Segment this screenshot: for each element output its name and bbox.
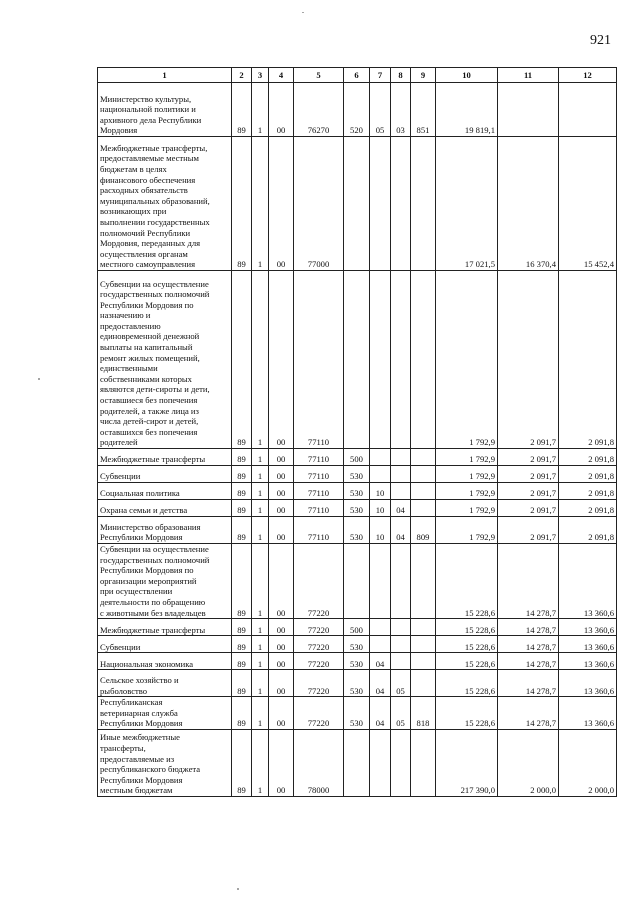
amount-col10-cell: 15 228,6 [436,653,498,670]
table-row [98,636,617,653]
col7-cell [370,729,391,796]
col5-cell: 77220 [294,544,344,619]
col4-cell: 00 [269,729,294,796]
col7-cell [370,619,391,636]
row-name-cell: Республиканская ветеринарная служба Республики Мордовия [98,697,232,730]
col9-cell [411,670,436,697]
col3-cell: 1 [252,483,269,500]
scan-speck [302,12,304,13]
col4-cell: 00 [269,483,294,500]
table-row [98,83,617,137]
amount-col11-cell: 2 091,7 [498,517,559,544]
col6-cell: 530 [344,500,370,517]
col6-cell: 530 [344,636,370,653]
col6-cell [344,544,370,619]
col7-cell [370,449,391,466]
col8-cell [391,449,411,466]
amount-col12-cell: 13 360,6 [559,544,617,619]
col7-cell: 10 [370,500,391,517]
row-name-cell: Министерство образования Республики Мордовия [98,517,232,544]
col7-cell [370,137,391,271]
col2-cell: 89 [232,137,252,271]
col6-cell: 530 [344,697,370,730]
table-body [98,83,617,797]
col2-cell: 89 [232,483,252,500]
col4-cell: 00 [269,271,294,449]
col8-cell [391,729,411,796]
table-row [98,544,617,619]
col7-cell [370,271,391,449]
col6-cell: 530 [344,517,370,544]
col2-cell: 89 [232,466,252,483]
header-row [98,68,617,83]
row-name-cell: Иные межбюджетные трансферты, предоставляемые из республиканского бюджета Республики Мордовия местным бюджетам [98,729,232,796]
column-header-12: 12 [559,68,617,83]
col4-cell: 00 [269,137,294,271]
table-row [98,449,617,466]
amount-col10-cell: 217 390,0 [436,729,498,796]
col9-cell: 809 [411,517,436,544]
col5-cell: 77110 [294,449,344,466]
col8-cell [391,653,411,670]
col5-cell: 77110 [294,517,344,544]
row-name-cell: Межбюджетные трансферты [98,619,232,636]
col4-cell: 00 [269,466,294,483]
table-row [98,619,617,636]
col7-cell [370,544,391,619]
col6-cell [344,729,370,796]
amount-col12-cell: 13 360,6 [559,670,617,697]
col9-cell [411,653,436,670]
col2-cell: 89 [232,653,252,670]
column-header-10: 10 [436,68,498,83]
col2-cell: 89 [232,449,252,466]
amount-col10-cell: 1 792,9 [436,517,498,544]
col2-cell: 89 [232,697,252,730]
col5-cell: 78000 [294,729,344,796]
col3-cell: 1 [252,544,269,619]
col5-cell: 77110 [294,483,344,500]
amount-col10-cell: 15 228,6 [436,619,498,636]
col3-cell: 1 [252,83,269,137]
col3-cell: 1 [252,449,269,466]
col4-cell: 00 [269,544,294,619]
amount-col11-cell: 14 278,7 [498,653,559,670]
col4-cell: 00 [269,83,294,137]
table-row [98,697,617,730]
column-header-2: 2 [232,68,252,83]
amount-col11-cell: 14 278,7 [498,697,559,730]
page-number: 921 [590,33,611,48]
col7-cell: 05 [370,83,391,137]
table-row [98,483,617,500]
col6-cell: 530 [344,466,370,483]
column-header-6: 6 [344,68,370,83]
row-name-cell: Сельское хозяйство и рыболовство [98,670,232,697]
col3-cell: 1 [252,729,269,796]
amount-col11-cell: 2 091,7 [498,271,559,449]
col2-cell: 89 [232,271,252,449]
col8-cell: 03 [391,83,411,137]
col8-cell [391,619,411,636]
column-header-8: 8 [391,68,411,83]
col9-cell [411,729,436,796]
col9-cell [411,636,436,653]
col8-cell: 04 [391,500,411,517]
col7-cell: 10 [370,517,391,544]
col5-cell: 77220 [294,697,344,730]
row-name-cell: Субвенции на осуществление государственных полномочий Республики Мордовия по назначению и предоставлению единовременной денежной выплаты на капитальный ремонт жилых помещений, единственными собственниками которых являются дети-сироты и дети, оставшиеся без попечения родителей, а также лица из числа детей-сирот и детей, оставшихся без попечения родителей [98,271,232,449]
amount-col10-cell: 15 228,6 [436,670,498,697]
scan-speck [237,888,239,890]
col6-cell [344,271,370,449]
col7-cell [370,636,391,653]
col9-cell [411,544,436,619]
scan-speck [38,378,40,380]
amount-col12-cell: 2 091,8 [559,500,617,517]
amount-col11-cell: 16 370,4 [498,137,559,271]
col5-cell: 77110 [294,271,344,449]
col9-cell: 851 [411,83,436,137]
amount-col11-cell: 14 278,7 [498,636,559,653]
col8-cell: 05 [391,697,411,730]
col4-cell: 00 [269,500,294,517]
amount-col10-cell: 15 228,6 [436,697,498,730]
col8-cell [391,466,411,483]
amount-col12-cell [559,83,617,137]
col7-cell: 04 [370,670,391,697]
col4-cell: 00 [269,636,294,653]
col3-cell: 1 [252,466,269,483]
budget-table [97,67,617,797]
column-header-9: 9 [411,68,436,83]
column-header-7: 7 [370,68,391,83]
amount-col12-cell: 15 452,4 [559,137,617,271]
amount-col10-cell: 15 228,6 [436,636,498,653]
col9-cell [411,483,436,500]
col5-cell: 77220 [294,619,344,636]
row-name-cell: Субвенции на осуществление государственных полномочий Республики Мордовия по организации мероприятий при осуществлении деятельности по обращению с животными без владельцев [98,544,232,619]
amount-col12-cell: 2 091,8 [559,517,617,544]
amount-col10-cell: 1 792,9 [436,449,498,466]
col3-cell: 1 [252,697,269,730]
col3-cell: 1 [252,137,269,271]
row-name-cell: Субвенции [98,466,232,483]
amount-col12-cell: 13 360,6 [559,697,617,730]
amount-col10-cell: 1 792,9 [436,483,498,500]
column-header-3: 3 [252,68,269,83]
col6-cell [344,137,370,271]
col5-cell: 77110 [294,500,344,517]
col4-cell: 00 [269,449,294,466]
col5-cell: 77110 [294,466,344,483]
col8-cell [391,636,411,653]
table-row [98,729,617,796]
table-row [98,653,617,670]
col5-cell: 77220 [294,670,344,697]
amount-col10-cell: 19 819,1 [436,83,498,137]
amount-col11-cell: 14 278,7 [498,670,559,697]
amount-col12-cell: 13 360,6 [559,619,617,636]
col3-cell: 1 [252,271,269,449]
col9-cell [411,619,436,636]
col8-cell [391,271,411,449]
col4-cell: 00 [269,697,294,730]
col2-cell: 89 [232,670,252,697]
col6-cell: 500 [344,619,370,636]
column-header-5: 5 [294,68,344,83]
col9-cell: 818 [411,697,436,730]
col5-cell: 77220 [294,636,344,653]
col3-cell: 1 [252,517,269,544]
col8-cell [391,544,411,619]
col7-cell [370,466,391,483]
amount-col11-cell: 2 091,7 [498,483,559,500]
amount-col12-cell: 13 360,6 [559,653,617,670]
col5-cell: 77220 [294,653,344,670]
amount-col11-cell: 14 278,7 [498,619,559,636]
col5-cell: 77000 [294,137,344,271]
table-row [98,137,617,271]
col7-cell: 04 [370,697,391,730]
col6-cell: 530 [344,670,370,697]
col2-cell: 89 [232,544,252,619]
col2-cell: 89 [232,517,252,544]
col6-cell: 520 [344,83,370,137]
col2-cell: 89 [232,500,252,517]
row-name-cell: Охрана семьи и детства [98,500,232,517]
col3-cell: 1 [252,636,269,653]
column-header-1: 1 [98,68,232,83]
amount-col12-cell: 2 091,8 [559,483,617,500]
amount-col10-cell: 1 792,9 [436,466,498,483]
table-row [98,466,617,483]
col5-cell: 76270 [294,83,344,137]
amount-col12-cell: 13 360,6 [559,636,617,653]
col2-cell: 89 [232,83,252,137]
col2-cell: 89 [232,619,252,636]
col4-cell: 00 [269,517,294,544]
amount-col10-cell: 15 228,6 [436,544,498,619]
col6-cell: 500 [344,449,370,466]
col6-cell: 530 [344,653,370,670]
row-name-cell: Министерство культуры, национальной политики и архивного дела Республики Мордовия [98,83,232,137]
amount-col11-cell: 2 091,7 [498,449,559,466]
col4-cell: 00 [269,619,294,636]
col9-cell [411,466,436,483]
row-name-cell: Социальная политика [98,483,232,500]
col3-cell: 1 [252,500,269,517]
col9-cell [411,271,436,449]
table-row [98,271,617,449]
amount-col11-cell: 14 278,7 [498,544,559,619]
col9-cell [411,137,436,271]
amount-col11-cell: 2 091,7 [498,466,559,483]
col3-cell: 1 [252,670,269,697]
column-header-11: 11 [498,68,559,83]
table-row [98,517,617,544]
row-name-cell: Субвенции [98,636,232,653]
amount-col10-cell: 1 792,9 [436,500,498,517]
col2-cell: 89 [232,636,252,653]
col4-cell: 00 [269,670,294,697]
amount-col12-cell: 2 091,8 [559,449,617,466]
col8-cell: 04 [391,517,411,544]
row-name-cell: Национальная экономика [98,653,232,670]
amount-col11-cell: 2 091,7 [498,500,559,517]
col9-cell [411,500,436,517]
col7-cell: 04 [370,653,391,670]
col8-cell: 05 [391,670,411,697]
col9-cell [411,449,436,466]
col8-cell [391,137,411,271]
table-row [98,670,617,697]
amount-col10-cell: 1 792,9 [436,271,498,449]
col7-cell: 10 [370,483,391,500]
col3-cell: 1 [252,653,269,670]
row-name-cell: Межбюджетные трансферты, предоставляемые местным бюджетам в целях финансового обеспечения расходных обязательств муниципальных образований, возникающих при выполнении государственных полномочий Республики Мордовия, переданных для осуществления органам местного самоуправления [98,137,232,271]
amount-col12-cell: 2 091,8 [559,271,617,449]
amount-col11-cell: 2 000,0 [498,729,559,796]
col6-cell: 530 [344,483,370,500]
table-row [98,500,617,517]
row-name-cell: Межбюджетные трансферты [98,449,232,466]
amount-col10-cell: 17 021,5 [436,137,498,271]
col8-cell [391,483,411,500]
col4-cell: 00 [269,653,294,670]
column-header-4: 4 [269,68,294,83]
amount-col12-cell: 2 000,0 [559,729,617,796]
amount-col11-cell [498,83,559,137]
amount-col12-cell: 2 091,8 [559,466,617,483]
col3-cell: 1 [252,619,269,636]
col2-cell: 89 [232,729,252,796]
